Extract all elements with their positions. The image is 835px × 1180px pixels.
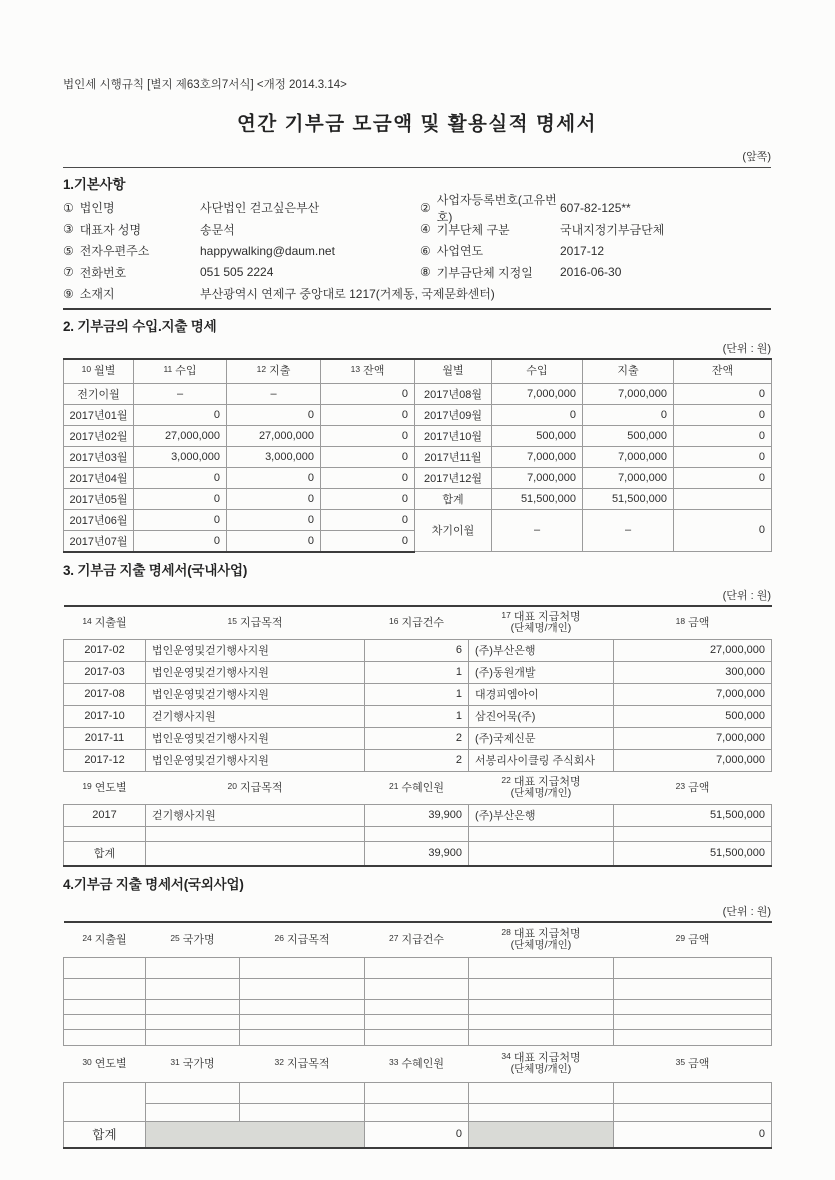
total-value bbox=[146, 841, 365, 866]
header-subtext: (단체명/개인) bbox=[510, 1063, 572, 1075]
amount-cell: 0 bbox=[134, 404, 227, 425]
amount-cell: 0 bbox=[321, 488, 415, 509]
empty-cell bbox=[146, 1082, 240, 1104]
column-header: 지출 bbox=[583, 359, 674, 384]
amount-cell: 7,000,000 bbox=[492, 383, 583, 404]
table-row bbox=[64, 488, 772, 509]
table-cell bbox=[64, 826, 146, 841]
table-row bbox=[64, 639, 772, 661]
amount-cell: 0 bbox=[321, 404, 415, 425]
section4-title: 4.기부금 지출 명세서(국외사업) bbox=[63, 876, 244, 892]
header-number: 34 bbox=[501, 1051, 511, 1061]
month-cell: 2017년02월 bbox=[64, 425, 134, 446]
section1-title: 1.기본사항 bbox=[63, 177, 126, 192]
basic-info-row bbox=[63, 219, 771, 241]
table-row bbox=[64, 661, 772, 683]
empty-cell bbox=[64, 1014, 146, 1029]
empty-cell bbox=[469, 978, 614, 999]
column-header: 33 수혜인원 bbox=[365, 1045, 469, 1082]
header-number: 10 bbox=[81, 364, 92, 374]
basic-info-row bbox=[63, 262, 771, 284]
table-cell: 51,500,000 bbox=[614, 804, 772, 826]
column-header: 23 금액 bbox=[614, 771, 772, 804]
table-cell: (주)부산은행 bbox=[469, 804, 614, 826]
header-number: 23 bbox=[675, 780, 686, 791]
field-number: ⑤ bbox=[63, 243, 74, 258]
table-cell: 2 bbox=[365, 749, 469, 771]
header-number: 29 bbox=[675, 932, 686, 943]
empty-cell bbox=[614, 978, 772, 999]
empty-row bbox=[64, 1029, 772, 1045]
column-header: 35 금액 bbox=[614, 1045, 772, 1082]
field-label bbox=[63, 285, 200, 302]
header-row bbox=[64, 922, 772, 958]
empty-cell bbox=[240, 1014, 365, 1029]
field-number: ④ bbox=[420, 222, 431, 237]
amount-cell: – bbox=[492, 509, 583, 552]
total-label: 합계 bbox=[64, 1121, 146, 1148]
table-cell: 서봉리사이클링 주식회사 bbox=[469, 749, 614, 771]
total-label: 합계 bbox=[64, 841, 146, 866]
basic-info-row bbox=[63, 283, 771, 305]
empty-row bbox=[64, 1104, 772, 1121]
empty-cell bbox=[365, 1104, 469, 1121]
field-number: ⑦ bbox=[63, 265, 74, 280]
table-cell: 대경피엠아이 bbox=[469, 683, 614, 705]
amount-cell: 500,000 bbox=[583, 425, 674, 446]
monthly-income-expense-table bbox=[63, 358, 772, 553]
column-header: 30 연도별 bbox=[64, 1045, 146, 1082]
table-cell: 법인운영및걷기행사지원 bbox=[146, 749, 365, 771]
amount-cell: 0 bbox=[583, 404, 674, 425]
field-number: ② bbox=[420, 200, 431, 215]
amount-cell: 7,000,000 bbox=[492, 446, 583, 467]
header-number: 22 bbox=[501, 775, 511, 785]
table-cell: 1 bbox=[365, 683, 469, 705]
field-value: happywalking@daum.net bbox=[200, 243, 335, 258]
amount-cell: 7,000,000 bbox=[583, 383, 674, 404]
header-number: 19 bbox=[82, 780, 92, 791]
column-header: 26 지급목적 bbox=[240, 922, 365, 958]
table-cell: 법인운영및걷기행사지원 bbox=[146, 683, 365, 705]
amount-cell: 0 bbox=[321, 467, 415, 488]
column-header: 17 대표 지급처명 (단체명/개인) bbox=[469, 606, 614, 640]
field-label bbox=[63, 221, 200, 238]
empty-row bbox=[64, 999, 772, 1014]
amount-cell: 3,000,000 bbox=[134, 446, 227, 467]
header-number: 14 bbox=[82, 615, 92, 626]
amount-cell: 500,000 bbox=[492, 425, 583, 446]
month-cell: 2017-03 bbox=[64, 661, 146, 683]
header-number: 25 bbox=[170, 932, 180, 943]
empty-cell bbox=[146, 957, 240, 978]
page-side-label: (앞쪽) bbox=[742, 151, 771, 163]
amount-cell: 0 bbox=[674, 383, 772, 404]
empty-cell bbox=[365, 1082, 469, 1104]
column-header: 28 대표 지급처명 (단체명/개인) bbox=[469, 922, 614, 958]
column-header: 18 금액 bbox=[614, 606, 772, 640]
amount-cell: 7,000,000 bbox=[614, 749, 772, 771]
empty-row bbox=[64, 1082, 772, 1104]
amount-cell: 0 bbox=[227, 488, 321, 509]
empty-cell bbox=[240, 978, 365, 999]
amount-cell: 0 bbox=[134, 530, 227, 552]
amount-cell: – bbox=[227, 383, 321, 404]
empty-cell bbox=[240, 1029, 365, 1045]
header-subtext: (단체명/개인) bbox=[510, 622, 572, 634]
empty-cell bbox=[64, 978, 146, 999]
amount-cell: 0 bbox=[321, 509, 415, 530]
month-cell: 2017년06월 bbox=[64, 509, 134, 530]
header-number: 33 bbox=[389, 1056, 399, 1067]
empty-cell bbox=[614, 1082, 772, 1104]
basic-info-grid bbox=[63, 192, 771, 305]
month-cell: 전기이월 bbox=[64, 383, 134, 404]
header-number: 17 bbox=[501, 610, 511, 620]
field-number: ⑥ bbox=[420, 243, 431, 258]
column-header: 19 연도별 bbox=[64, 771, 146, 804]
field-label bbox=[420, 242, 560, 259]
empty-cell bbox=[365, 957, 469, 978]
column-header: 34 대표 지급처명 (단체명/개인) bbox=[469, 1045, 614, 1082]
empty-cell bbox=[146, 1029, 240, 1045]
amount-cell: 300,000 bbox=[614, 661, 772, 683]
header-number: 20 bbox=[227, 780, 237, 791]
column-header: 10 월별 bbox=[64, 359, 134, 384]
amount-cell: 27,000,000 bbox=[227, 425, 321, 446]
table-row bbox=[64, 467, 772, 488]
month-cell: 2017년01월 bbox=[64, 404, 134, 425]
empty-cell bbox=[365, 1029, 469, 1045]
field-number: ⑧ bbox=[420, 265, 431, 280]
empty-cell bbox=[146, 1104, 240, 1121]
column-header: 잔액 bbox=[674, 359, 772, 384]
field-value: 국내지정기부금단체 bbox=[560, 222, 665, 237]
field-label-text: 기부금단체 지정일 bbox=[436, 265, 533, 280]
column-header: 15 지급목적 bbox=[146, 606, 365, 640]
table-row bbox=[64, 383, 772, 404]
total-value: 39,900 bbox=[365, 841, 469, 866]
section3-title: 3. 기부금 지출 명세서(국내사업) bbox=[63, 562, 248, 578]
table-cell: 39,900 bbox=[365, 804, 469, 826]
total-value: 0 bbox=[365, 1121, 469, 1148]
header-number: 35 bbox=[675, 1056, 686, 1067]
empty-cell bbox=[614, 957, 772, 978]
empty-cell bbox=[469, 999, 614, 1014]
empty-cell bbox=[146, 999, 240, 1014]
total-row bbox=[64, 1121, 772, 1148]
month-cell: 2017년03월 bbox=[64, 446, 134, 467]
column-header: 12 지출 bbox=[227, 359, 321, 384]
column-header: 24 지출월 bbox=[64, 922, 146, 958]
column-header: 22 대표 지급처명 (단체명/개인) bbox=[469, 771, 614, 804]
amount-cell: 7,000,000 bbox=[614, 683, 772, 705]
total-value bbox=[469, 841, 614, 866]
table-cell: (주)동원개발 bbox=[469, 661, 614, 683]
field-value: 부산광역시 연제구 중앙대로 1217(거제동, 국제문화센터) bbox=[200, 287, 495, 302]
empty-cell bbox=[146, 1014, 240, 1029]
header-row bbox=[64, 771, 772, 804]
empty-cell bbox=[64, 999, 146, 1014]
header-number: 26 bbox=[274, 932, 284, 943]
header-number: 16 bbox=[389, 615, 399, 626]
amount-cell: 0 bbox=[227, 467, 321, 488]
month-cell: 2017년12월 bbox=[415, 467, 492, 488]
section-divider bbox=[63, 167, 771, 168]
field-value: 2017-12 bbox=[560, 243, 605, 258]
month-cell: 2017년09월 bbox=[415, 404, 492, 425]
table-row bbox=[64, 705, 772, 727]
regulation-line: 법인세 시행규칙 [별지 제63호의7서식] <개정 2014.3.14> bbox=[63, 79, 347, 91]
table-cell: 법인운영및걷기행사지원 bbox=[146, 639, 365, 661]
column-header: 25 국가명 bbox=[146, 922, 240, 958]
amount-cell: 51,500,000 bbox=[583, 488, 674, 509]
column-header: 수입 bbox=[492, 359, 583, 384]
header-subtext: (단체명/개인) bbox=[510, 939, 572, 951]
shaded-cell bbox=[146, 1121, 365, 1148]
field-label bbox=[420, 264, 560, 281]
empty-cell bbox=[146, 978, 240, 999]
basic-info-row bbox=[63, 240, 771, 262]
amount-cell: 27,000,000 bbox=[134, 425, 227, 446]
column-header: 27 지급건수 bbox=[365, 922, 469, 958]
column-header: 16 지급건수 bbox=[365, 606, 469, 640]
table-cell: 2017 bbox=[64, 804, 146, 826]
table-row bbox=[64, 404, 772, 425]
table-cell: (주)부산은행 bbox=[469, 639, 614, 661]
amount-cell: 0 bbox=[674, 467, 772, 488]
page-title: 연간 기부금 모금액 및 활용실적 명세서 bbox=[237, 113, 597, 135]
column-header: 14 지출월 bbox=[64, 606, 146, 640]
unit-label: (단위 : 원) bbox=[722, 589, 771, 602]
month-cell: 2017년08월 bbox=[415, 383, 492, 404]
empty-cell bbox=[469, 1014, 614, 1029]
month-cell: 2017-12 bbox=[64, 749, 146, 771]
amount-cell: 0 bbox=[134, 467, 227, 488]
field-label bbox=[420, 191, 560, 225]
month-cell: 합계 bbox=[415, 488, 492, 509]
header-number: 12 bbox=[256, 364, 267, 374]
month-cell: 2017-10 bbox=[64, 705, 146, 727]
empty-cell bbox=[240, 957, 365, 978]
header-number: 28 bbox=[501, 927, 511, 937]
field-value: 송문석 bbox=[200, 222, 235, 237]
amount-cell: 0 bbox=[674, 446, 772, 467]
column-header: 13 잔액 bbox=[321, 359, 415, 384]
column-header: 29 금액 bbox=[614, 922, 772, 958]
month-cell: 2017년05월 bbox=[64, 488, 134, 509]
table-cell: 1 bbox=[365, 661, 469, 683]
column-header: 월별 bbox=[415, 359, 492, 384]
field-label bbox=[420, 221, 560, 238]
table-row bbox=[64, 509, 772, 530]
header-number: 15 bbox=[227, 615, 237, 626]
empty-cell bbox=[365, 999, 469, 1014]
header-subtext: (단체명/개인) bbox=[510, 787, 572, 799]
unit-label: (단위 : 원) bbox=[722, 342, 771, 355]
field-label-text: 소재지 bbox=[79, 287, 115, 302]
amount-cell: 0 bbox=[321, 530, 415, 552]
month-cell: 2017년04월 bbox=[64, 467, 134, 488]
field-label-text: 기부단체 구분 bbox=[436, 222, 510, 237]
amount-cell: 7,000,000 bbox=[614, 727, 772, 749]
unit-label: (단위 : 원) bbox=[722, 905, 771, 918]
amount-cell: 0 bbox=[674, 404, 772, 425]
header-number: 18 bbox=[675, 615, 686, 626]
month-cell: 2017-08 bbox=[64, 683, 146, 705]
header-row bbox=[64, 606, 772, 640]
total-value: 51,500,000 bbox=[614, 841, 772, 866]
form-content bbox=[63, 0, 771, 1149]
amount-cell: 0 bbox=[227, 404, 321, 425]
amount-cell: – bbox=[583, 509, 674, 552]
column-header: 11 수입 bbox=[134, 359, 227, 384]
amount-cell: 500,000 bbox=[614, 705, 772, 727]
amount-cell: 0 bbox=[674, 509, 772, 552]
table-row bbox=[64, 425, 772, 446]
empty-cell bbox=[614, 1029, 772, 1045]
header-number: 11 bbox=[163, 364, 173, 374]
column-header: 31 국가명 bbox=[146, 1045, 240, 1082]
table-cell: 법인운영및걷기행사지원 bbox=[146, 661, 365, 683]
empty-cell bbox=[469, 1082, 614, 1104]
shaded-cell bbox=[469, 1121, 614, 1148]
table-cell: 법인운영및걷기행사지원 bbox=[146, 727, 365, 749]
header-number: 30 bbox=[82, 1056, 92, 1067]
table-cell: 1 bbox=[365, 705, 469, 727]
table-row bbox=[64, 749, 772, 771]
header-row bbox=[64, 1045, 772, 1082]
table-row bbox=[64, 826, 772, 841]
field-label bbox=[63, 199, 200, 216]
amount-cell: 7,000,000 bbox=[492, 467, 583, 488]
amount-cell: 51,500,000 bbox=[492, 488, 583, 509]
empty-cell bbox=[614, 1014, 772, 1029]
table-cell bbox=[614, 826, 772, 841]
empty-cell bbox=[64, 1082, 146, 1121]
amount-cell bbox=[674, 488, 772, 509]
header-number: 13 bbox=[350, 364, 361, 374]
field-value: 051 505 2224 bbox=[200, 265, 274, 280]
empty-cell bbox=[240, 1082, 365, 1104]
month-cell: 2017년10월 bbox=[415, 425, 492, 446]
month-cell: 2017-11 bbox=[64, 727, 146, 749]
empty-cell bbox=[64, 1029, 146, 1045]
table-cell: (주)국제신문 bbox=[469, 727, 614, 749]
table-cell: 2 bbox=[365, 727, 469, 749]
domestic-expenditure-table bbox=[63, 605, 772, 867]
amount-cell: 0 bbox=[134, 488, 227, 509]
section2-title: 2. 기부금의 수입.지출 명세 bbox=[63, 318, 217, 334]
amount-cell: 0 bbox=[321, 446, 415, 467]
month-cell: 2017년07월 bbox=[64, 530, 134, 552]
header-number: 31 bbox=[170, 1056, 180, 1067]
amount-cell: 0 bbox=[492, 404, 583, 425]
empty-row bbox=[64, 1014, 772, 1029]
amount-cell: 7,000,000 bbox=[583, 467, 674, 488]
amount-cell: 7,000,000 bbox=[583, 446, 674, 467]
amount-cell: 27,000,000 bbox=[614, 639, 772, 661]
month-cell: 2017-02 bbox=[64, 639, 146, 661]
field-label bbox=[63, 264, 200, 281]
table-cell: 6 bbox=[365, 639, 469, 661]
table-row bbox=[64, 727, 772, 749]
overseas-expenditure-table bbox=[63, 921, 772, 1149]
table-cell bbox=[469, 826, 614, 841]
table-cell bbox=[146, 826, 365, 841]
empty-row bbox=[64, 957, 772, 978]
amount-cell: 3,000,000 bbox=[227, 446, 321, 467]
empty-cell bbox=[614, 999, 772, 1014]
amount-cell: 0 bbox=[674, 425, 772, 446]
column-header: 20 지급목적 bbox=[146, 771, 365, 804]
field-label-text: 전화번호 bbox=[79, 265, 127, 280]
amount-cell: – bbox=[134, 383, 227, 404]
empty-cell bbox=[469, 1104, 614, 1121]
amount-cell: 0 bbox=[227, 530, 321, 552]
total-row bbox=[64, 841, 772, 866]
section-divider bbox=[63, 308, 771, 310]
basic-info-row bbox=[63, 192, 771, 224]
field-label bbox=[63, 242, 200, 259]
field-value: 2016-06-30 bbox=[560, 265, 622, 280]
empty-cell bbox=[469, 957, 614, 978]
empty-cell bbox=[365, 1014, 469, 1029]
empty-cell bbox=[64, 957, 146, 978]
amount-cell: 0 bbox=[134, 509, 227, 530]
empty-row bbox=[64, 978, 772, 999]
column-header: 32 지급목적 bbox=[240, 1045, 365, 1082]
field-label-text: 법인명 bbox=[79, 201, 115, 216]
empty-cell bbox=[365, 978, 469, 999]
amount-cell: 0 bbox=[227, 509, 321, 530]
table-cell: 삼진어묵(주) bbox=[469, 705, 614, 727]
table-cell: 걷기행사지원 bbox=[146, 705, 365, 727]
table-cell bbox=[365, 826, 469, 841]
header-number: 32 bbox=[274, 1056, 284, 1067]
table-row bbox=[64, 804, 772, 826]
field-label-text: 사업자등록번호(고유번호) bbox=[436, 192, 557, 224]
total-value: 0 bbox=[614, 1121, 772, 1148]
field-label-text: 사업연도 bbox=[436, 244, 484, 259]
empty-cell bbox=[469, 1029, 614, 1045]
field-number: ① bbox=[63, 200, 74, 215]
table-cell: 걷기행사지원 bbox=[146, 804, 365, 826]
empty-cell bbox=[614, 1104, 772, 1121]
header-number: 24 bbox=[82, 932, 92, 943]
field-label-text: 전자우편주소 bbox=[79, 244, 150, 259]
amount-cell: 0 bbox=[321, 383, 415, 404]
field-number: ③ bbox=[63, 222, 74, 237]
field-label-text: 대표자 성명 bbox=[79, 222, 142, 237]
month-cell: 2017년11월 bbox=[415, 446, 492, 467]
amount-cell: 0 bbox=[321, 425, 415, 446]
header-number: 27 bbox=[389, 932, 399, 943]
header-number: 21 bbox=[389, 780, 399, 791]
table-row bbox=[64, 446, 772, 467]
empty-cell bbox=[240, 1104, 365, 1121]
field-value: 사단법인 걷고싶은부산 bbox=[200, 201, 320, 216]
carry-forward-label: 차기이월 bbox=[415, 509, 492, 552]
field-number: ⑨ bbox=[63, 286, 74, 301]
column-header: 21 수혜인원 bbox=[365, 771, 469, 804]
empty-cell bbox=[240, 999, 365, 1014]
field-value: 607-82-125** bbox=[560, 200, 631, 215]
table-row bbox=[64, 683, 772, 705]
header-row bbox=[64, 359, 772, 384]
